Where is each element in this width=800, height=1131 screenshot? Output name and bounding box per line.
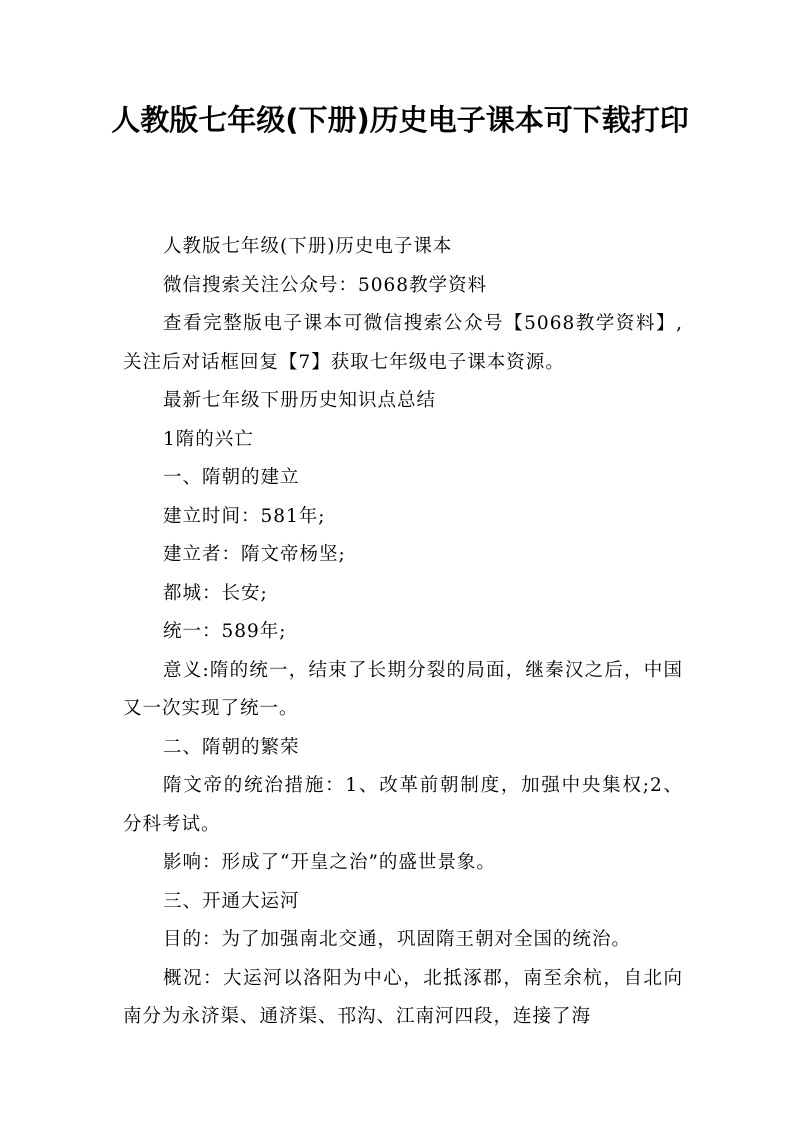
paragraph: 1隋的兴亡 [163, 428, 254, 450]
paragraph: 统一：589年; [163, 621, 287, 642]
paragraph: 建立者：隋文帝杨坚; [163, 544, 346, 565]
paragraph: 隋文帝的统治措施：1、改革前朝制度，加强中央集权;2、分科考试。 [123, 775, 683, 835]
paragraph: 一、隋朝的建立 [163, 467, 300, 488]
paragraph: 三、开通大运河 [163, 890, 300, 912]
paragraph: 建立时间：581年; [163, 505, 326, 527]
paragraph: 目的：为了加强南北交通，巩固隋王朝对全国的统治。 [163, 929, 632, 950]
paragraph: 人教版七年级(下册)历史电子课本 [163, 236, 453, 257]
paragraph: 微信搜索关注公众号：5068教学资料 [163, 274, 488, 296]
paragraph: 意义:隋的统一，结束了长期分裂的局面，继秦汉之后，中国又一次实现了统一。 [123, 659, 683, 719]
paragraph: 影响：形成了“开皇之治”的盛世景象。 [163, 852, 496, 873]
paragraph: 都城：长安; [163, 582, 268, 604]
paragraph: 查看完整版电子课本可微信搜索公众号【5068教学资料】,关注后对话框回复【7】获取七年级电子课本资源。 [123, 313, 683, 373]
paragraph: 二、隋朝的繁荣 [163, 736, 300, 758]
document-title: 人教版七年级(下册)历史电子课本可下载打印 [111, 103, 689, 137]
document-body [123, 228, 683, 1037]
paragraph: 概况：大运河以洛阳为中心，北抵涿郡，南至余杭，自北向南分为永济渠、通济渠、邗沟、江南河四段，连接了海 [123, 967, 683, 1027]
paragraph: 最新七年级下册历史知识点总结 [163, 390, 437, 411]
